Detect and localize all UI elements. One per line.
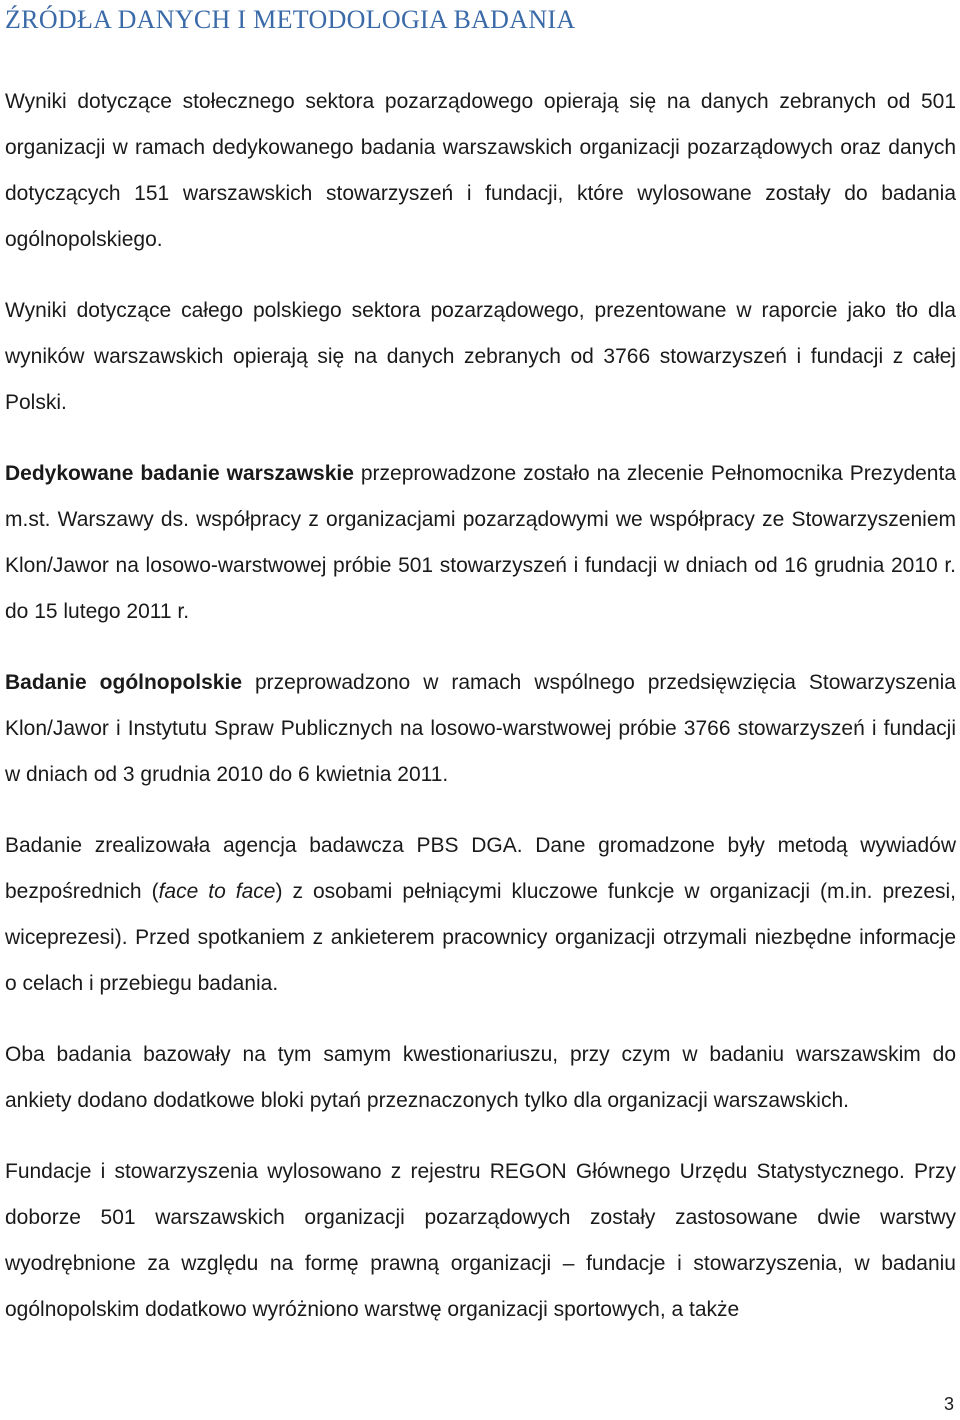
paragraph-warsaw-study [5, 451, 956, 635]
paragraph-national-study [5, 660, 956, 798]
national-study-label: Badanie ogólnopolskie [5, 671, 242, 694]
page-number: 3 [943, 1394, 954, 1414]
fieldwork-text-before: Badanie zrealizowała agencja badawcza PBS DGA. Dane gromadzone były metodą wywiadów bezpośrednich ( [5, 834, 956, 903]
paragraph-fieldwork [5, 823, 956, 1007]
warsaw-study-text: przeprowadzone zostało na zlecenie Pełnomocnika Prezydenta m.st. Warszawy ds. współpracy z organizacjami pozarządowymi we współpracy ze Stowarzyszeniem Klon/Jawor na losowo-warstwowej próbie 501 stowarzyszeń i fundacji w dniach od 16 grudnia 2010 r. do 15 lutego 2011 r. [5, 462, 956, 623]
national-study-text: przeprowadzono w ramach wspólnego przedsięwzięcia Stowarzyszenia Klon/Jawor i Instytutu Spraw Publicznych na losowo-warstwowej próbie 3766 stowarzyszeń i fundacji w dniach od 3 grudnia 2010 do 6 kwietnia 2011. [5, 671, 956, 786]
paragraph-national-results: Wyniki dotyczące całego polskiego sektora pozarządowego, prezentowane w raporcie jako tło dla wyników warszawskich opierają się na danych zebranych od 3766 stowarzyszeń i fundacji z całej Polski. [5, 299, 956, 414]
paragraph-questionnaire: Oba badania bazowały na tym samym kwestionariuszu, przy czym w badaniu warszawskim do ankiety dodano dodatkowe bloki pytań przeznaczonych tylko dla organizacji warszawskich. [5, 1043, 956, 1112]
paragraph-sampling: Fundacje i stowarzyszenia wylosowano z rejestru REGON Głównego Urzędu Statystycznego. Przy doborze 501 warszawskich organizacji pozarządowych zostały zastosowane dwie warstwy wyodrębnione za względu na formę prawną organizacji – fundacje i stowarzyszenia, w badaniu ogólnopolskim dodatkowo wyróżniono warstwę organizacji sportowych, a także [5, 1160, 956, 1321]
fieldwork-italic-term: face to face [158, 880, 276, 903]
warsaw-study-label: Dedykowane badanie warszawskie [5, 462, 354, 485]
paragraph-warsaw-results: Wyniki dotyczące stołecznego sektora pozarządowego opierają się na danych zebranych od 501 organizacji w ramach dedykowanego badania warszawskich organizacji pozarządowych oraz danych dotyczących 151 warszawskich stowarzyszeń i fundacji, które wylosowane zostały do badania ogólnopolskiego. [5, 90, 956, 251]
fieldwork-text-after: ) z osobami pełniącymi kluczowe funkcje w organizacji (m.in. prezesi, wiceprezesi). Przed spotkaniem z ankieterem pracownicy organizacji otrzymali niezbędne informacje o celach i przebiegu badania. [5, 880, 956, 995]
section-heading: ŹRÓDŁA DANYCH I METODOLOGIA BADANIA [5, 5, 576, 34]
document-page [5, 0, 956, 1333]
